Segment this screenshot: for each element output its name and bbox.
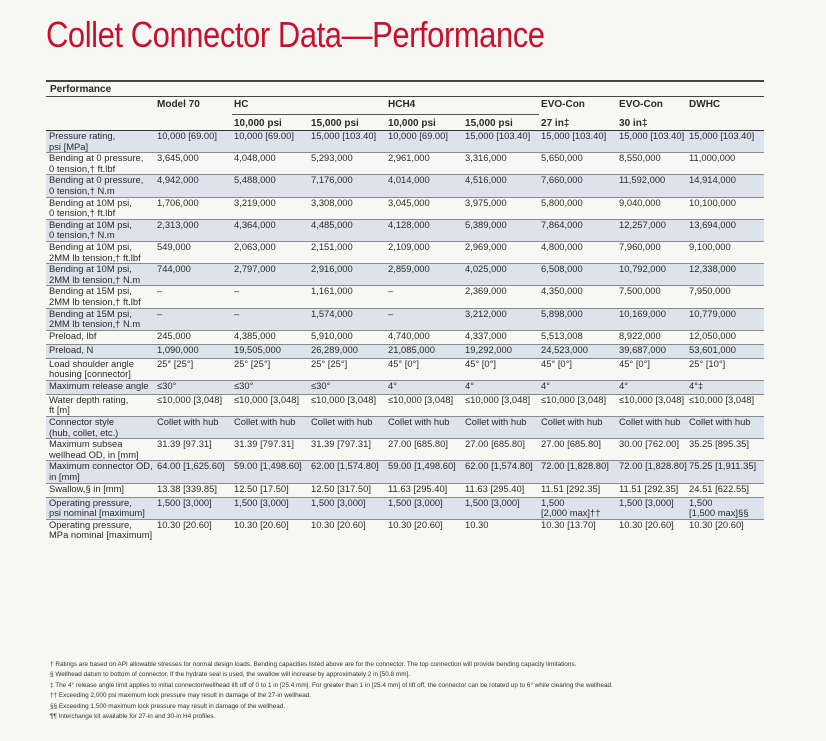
header-hch4-15k: 15,000 psi <box>463 115 539 131</box>
table-row <box>46 175 764 197</box>
table-cell: 31.39 [797.31] <box>309 439 386 461</box>
table-cell: 19,505,000 <box>232 344 309 358</box>
table-cell: 2,109,000 <box>386 241 463 263</box>
table-cell: 5,488,000 <box>232 175 309 197</box>
table-cell: 12,257,000 <box>617 219 687 241</box>
subheader-dwhc-blank <box>687 115 764 131</box>
header-dwhc: DWHC <box>689 99 721 110</box>
table-cell: 9,100,000 <box>687 241 764 263</box>
table-cell: 45° [0°] <box>617 358 687 380</box>
row-label: Bending at 0 pressure, 0 tension,† N.m <box>46 175 155 197</box>
table-cell: 7,176,000 <box>309 175 386 197</box>
table-cell: 59.00 [1,498.60] <box>232 461 309 483</box>
table-cell: 1,090,000 <box>155 344 232 358</box>
row-label: Bending at 15M psi, 2MM lb tension,† ft.lbf <box>46 286 155 308</box>
table-row <box>46 461 764 483</box>
table-cell: 15,000 [103.40] <box>539 131 617 153</box>
header-evo27-size: 27 in‡ <box>539 115 617 131</box>
table-cell: 3,975,000 <box>463 197 539 219</box>
table-cell: Collet with hub <box>309 417 386 439</box>
row-label: Bending at 10M psi, 2MM lb tension,† ft.lbf <box>46 241 155 263</box>
header-hch4: HCH4 <box>386 96 539 115</box>
table-cell: 3,212,000 <box>463 308 539 330</box>
row-label: Preload, N <box>46 344 155 358</box>
table-row <box>46 380 764 394</box>
table-cell: ≤10,000 [3,048] <box>309 394 386 416</box>
table-cell: 10.30 [20.60] <box>155 519 232 541</box>
table-cell: 45° [0°] <box>539 358 617 380</box>
table-cell: 1,500 [3,000] <box>386 497 463 519</box>
table-cell: 245,000 <box>155 330 232 344</box>
table-cell: 15,000 [103.40] <box>463 131 539 153</box>
performance-table <box>46 96 764 541</box>
table-cell: 2,916,000 <box>309 264 386 286</box>
table-cell: Collet with hub <box>155 417 232 439</box>
table-cell: 19,292,000 <box>463 344 539 358</box>
table-row <box>46 308 764 330</box>
table-cell: 4° <box>463 380 539 394</box>
table-row <box>46 197 764 219</box>
table-cell: 11.51 [292.35] <box>539 483 617 497</box>
table-cell: 1,500 [3,000] <box>155 497 232 519</box>
table-cell: 4,800,000 <box>539 241 617 263</box>
table-cell: 2,369,000 <box>463 286 539 308</box>
table-row <box>46 394 764 416</box>
table-cell: 1,500 [3,000] <box>463 497 539 519</box>
table-cell: Collet with hub <box>463 417 539 439</box>
table-cell: 24.51 [622.55] <box>687 483 764 497</box>
table-cell: 7,960,000 <box>617 241 687 263</box>
table-row <box>46 417 764 439</box>
row-label: Bending at 15M psi, 2MM lb tension,† N.m <box>46 308 155 330</box>
table-cell: ≤30° <box>232 380 309 394</box>
row-label: Bending at 10M psi, 0 tension,† N.m <box>46 219 155 241</box>
table-cell: 1,500 [1,500 max]§§ <box>687 497 764 519</box>
table-cell: 3,219,000 <box>232 197 309 219</box>
table-cell: 31.39 [97.31] <box>155 439 232 461</box>
header-evo30-name: EVO-Con <box>619 99 663 110</box>
table-row <box>46 358 764 380</box>
table-cell: 10,792,000 <box>617 264 687 286</box>
table-cell: 24,523,000 <box>539 344 617 358</box>
table-cell: – <box>386 286 463 308</box>
table-cell: 25° [25°] <box>232 358 309 380</box>
row-label: Swallow,§ in [mm] <box>46 483 155 497</box>
table-cell: 62.00 [1,574.80] <box>463 461 539 483</box>
table-cell: 5,898,000 <box>539 308 617 330</box>
table-row <box>46 483 764 497</box>
table-cell: 4,516,000 <box>463 175 539 197</box>
footnote: §§ Exceeding 1,500 maximum lock pressure may result in damage of the wellhead. <box>50 702 286 710</box>
table-cell: 6,508,000 <box>539 264 617 286</box>
table-cell: ≤10,000 [3,048] <box>155 394 232 416</box>
table-cell: 549,000 <box>155 241 232 263</box>
table-cell: 7,500,000 <box>617 286 687 308</box>
header-hc: HC <box>232 96 386 115</box>
table-cell: 4,014,000 <box>386 175 463 197</box>
header-hc-15k: 15,000 psi <box>309 115 386 131</box>
table-cell: 8,550,000 <box>617 153 687 175</box>
table-cell: 39,687,000 <box>617 344 687 358</box>
row-label: Maximum connector OD, in [mm] <box>46 461 155 483</box>
table-cell: 10.30 [13.70] <box>539 519 617 541</box>
table-cell: Collet with hub <box>386 417 463 439</box>
footnote: †† Exceeding 2,000 psi maximum lock pressure may result in damage of the 27-in wellhead. <box>50 692 312 700</box>
table-cell: Collet with hub <box>232 417 309 439</box>
header-evo30-size: 30 in‡ <box>617 115 687 131</box>
table-cell: 1,500 [3,000] <box>232 497 309 519</box>
table-cell: 1,161,000 <box>309 286 386 308</box>
table-cell: – <box>155 286 232 308</box>
table-cell: 4,364,000 <box>232 219 309 241</box>
row-label: Operating pressure, MPa nominal [maximum] <box>46 519 155 541</box>
table-cell: 5,910,000 <box>309 330 386 344</box>
table-cell: 27.00 [685.80] <box>463 439 539 461</box>
table-cell: 62.00 [1,574.80] <box>309 461 386 483</box>
table-cell: 5,650,000 <box>539 153 617 175</box>
table-cell: – <box>232 308 309 330</box>
header-blank <box>46 96 155 115</box>
table-cell: 7,950,000 <box>687 286 764 308</box>
table-row <box>46 497 764 519</box>
table-cell: – <box>155 308 232 330</box>
table-cell: 10.30 [20.60] <box>309 519 386 541</box>
table-cell: 45° [0°] <box>386 358 463 380</box>
table-cell: 4,740,000 <box>386 330 463 344</box>
table-cell: 2,961,000 <box>386 153 463 175</box>
table-cell: ≤10,000 [3,048] <box>539 394 617 416</box>
table-cell: – <box>232 286 309 308</box>
table-cell: 4° <box>617 380 687 394</box>
table-cell: 26,289,000 <box>309 344 386 358</box>
table-cell: 10,000 [69.00] <box>386 131 463 153</box>
table-cell: 8,922,000 <box>617 330 687 344</box>
table-cell: 4° <box>539 380 617 394</box>
row-label: Load shoulder angle housing [connector] <box>46 358 155 380</box>
table-cell: 11,592,000 <box>617 175 687 197</box>
table-cell: 10,100,000 <box>687 197 764 219</box>
table-cell: 4,385,000 <box>232 330 309 344</box>
table-cell: 53,601,000 <box>687 344 764 358</box>
table-cell: ≤10,000 [3,048] <box>617 394 687 416</box>
table-cell: Collet with hub <box>539 417 617 439</box>
table-cell: 4,350,000 <box>539 286 617 308</box>
table-cell: 12,338,000 <box>687 264 764 286</box>
header-hc-10k: 10,000 psi <box>232 115 309 131</box>
table-cell: 15,000 [103.40] <box>309 131 386 153</box>
table-cell: 2,797,000 <box>232 264 309 286</box>
footnote: † Ratings are based on API allowable stresses for normal design loads. Bending capacities listed above are for the connector. The top connection will provide bending capacity limitations. <box>50 661 577 668</box>
table-cell: 3,308,000 <box>309 197 386 219</box>
table-cell: 1,500 [3,000] <box>309 497 386 519</box>
table-cell: 744,000 <box>155 264 232 286</box>
table-cell: ≤10,000 [3,048] <box>463 394 539 416</box>
table-cell: 5,293,000 <box>309 153 386 175</box>
table-cell: 1,574,000 <box>309 308 386 330</box>
table-cell: 12.50 [317.50] <box>309 483 386 497</box>
table-cell: 72.00 [1,828.80] <box>617 461 687 483</box>
table-cell: 2,063,000 <box>232 241 309 263</box>
footnote: ¶¶ Interchange kit available for 27-in and 30-in H4 profiles. <box>50 713 216 721</box>
table-cell: 5,513,008 <box>539 330 617 344</box>
table-cell: 25° [10°] <box>687 358 764 380</box>
table-cell: 9,040,000 <box>617 197 687 219</box>
table-cell: 14,914,000 <box>687 175 764 197</box>
table-row <box>46 264 764 286</box>
row-label: Connector style (hub, collet, etc.) <box>46 417 155 439</box>
table-row <box>46 131 764 153</box>
table-row <box>46 219 764 241</box>
table-cell: 1,706,000 <box>155 197 232 219</box>
table-cell: ≤10,000 [3,048] <box>232 394 309 416</box>
table-cell: 7,660,000 <box>539 175 617 197</box>
table-cell: ≤10,000 [3,048] <box>386 394 463 416</box>
table-cell: 4,025,000 <box>463 264 539 286</box>
table-cell: 12.50 [17.50] <box>232 483 309 497</box>
table-cell: 4,942,000 <box>155 175 232 197</box>
table-cell: Collet with hub <box>617 417 687 439</box>
table-row <box>46 344 764 358</box>
table-cell: 4,048,000 <box>232 153 309 175</box>
table-cell: 7,864,000 <box>539 219 617 241</box>
table-cell: 4,485,000 <box>309 219 386 241</box>
table-cell: 3,316,000 <box>463 153 539 175</box>
table-cell: Collet with hub <box>687 417 764 439</box>
table-cell: 10.30 <box>463 519 539 541</box>
table-cell: ≤10,000 [3,048] <box>687 394 764 416</box>
table-cell: 11.63 [295.40] <box>386 483 463 497</box>
table-cell: ≤30° <box>309 380 386 394</box>
header-hch4-10k: 10,000 psi <box>386 115 463 131</box>
table-cell: 31.39 [797.31] <box>232 439 309 461</box>
table-cell: 13,694,000 <box>687 219 764 241</box>
table-cell: 10.30 [20.60] <box>617 519 687 541</box>
table-cell: 72.00 [1,828.80] <box>539 461 617 483</box>
table-body <box>46 131 764 542</box>
row-label: Bending at 10M psi, 0 tension,† ft.lbf <box>46 197 155 219</box>
table-cell: 5,800,000 <box>539 197 617 219</box>
table-cell: 3,045,000 <box>386 197 463 219</box>
row-label: Operating pressure, psi nominal [maximum] <box>46 497 155 519</box>
table-cell: 11,000,000 <box>687 153 764 175</box>
table-cell: 21,085,000 <box>386 344 463 358</box>
table-cell: 75.25 [1,911.35] <box>687 461 764 483</box>
table-row <box>46 286 764 308</box>
table-cell: – <box>386 308 463 330</box>
table-cell: 1,500 [3,000] <box>617 497 687 519</box>
table-cell: 15,000 [103.40] <box>687 131 764 153</box>
table-cell: 3,645,000 <box>155 153 232 175</box>
table-cell: 13.38 [339.85] <box>155 483 232 497</box>
table-cell: 27.00 [685.80] <box>539 439 617 461</box>
table-cell: 27.00 [685.80] <box>386 439 463 461</box>
table-row <box>46 241 764 263</box>
table-cell: 45° [0°] <box>463 358 539 380</box>
table-cell: 10,000 [69.00] <box>232 131 309 153</box>
table-row <box>46 439 764 461</box>
subheader-blank <box>46 115 155 131</box>
subheader-model70-blank <box>155 115 232 131</box>
table-row <box>46 153 764 175</box>
table-cell: 4°‡ <box>687 380 764 394</box>
table-cell: 2,151,000 <box>309 241 386 263</box>
header-evo27-name: EVO-Con <box>541 99 585 110</box>
table-cell: 35.25 [895.35] <box>687 439 764 461</box>
table-cell: 11.51 [292.35] <box>617 483 687 497</box>
row-label: Maximum release angle <box>46 380 155 394</box>
row-label: Pressure rating, psi [MPa] <box>46 131 155 153</box>
table-cell: 10.30 [20.60] <box>687 519 764 541</box>
table-cell: 25° [25°] <box>155 358 232 380</box>
row-label: Bending at 10M psi, 2MM lb tension,† N.m <box>46 264 155 286</box>
table-cell: 2,313,000 <box>155 219 232 241</box>
header-model70: Model 70 <box>157 99 200 110</box>
row-label: Maximum subsea wellhead OD, in [mm] <box>46 439 155 461</box>
table-cell: 10,169,000 <box>617 308 687 330</box>
table-cell: 30.00 [762.00] <box>617 439 687 461</box>
table-cell: 10.30 [20.60] <box>232 519 309 541</box>
table-cell: ≤30° <box>155 380 232 394</box>
table-cell: 2,969,000 <box>463 241 539 263</box>
table-cell: 11.63 [295.40] <box>463 483 539 497</box>
table-cell: 5,389,000 <box>463 219 539 241</box>
table-cell: 1,500 [2,000 max]†† <box>539 497 617 519</box>
table-cell: 15,000 [103.40] <box>617 131 687 153</box>
table-cell: 4,337,000 <box>463 330 539 344</box>
row-label: Water depth rating, ft [m] <box>46 394 155 416</box>
table-cell: 4° <box>386 380 463 394</box>
page-title: Collet Connector Data—Performance <box>46 14 545 55</box>
table-cell: 12,050,000 <box>687 330 764 344</box>
table-cell: 4,128,000 <box>386 219 463 241</box>
table-cell: 10,779,000 <box>687 308 764 330</box>
footnote: § Wellhead datum to bottom of connector. If the hydrate seal is used, the swallow will increase by approximately 2 in [50.8 mm]. <box>50 671 411 679</box>
table-cell: 59.00 [1,498.60] <box>386 461 463 483</box>
row-label: Bending at 0 pressure, 0 tension,† ft.lbf <box>46 153 155 175</box>
table-cell: 2,859,000 <box>386 264 463 286</box>
table-row <box>46 330 764 344</box>
footnote: ‡ The 4° release angle limit applies to initial connector/wellhead lift off of 0 to 1 in [25.4 mm]. For greater than 1 in [25.4 mm] of lift off, the connector can be rotated up to 6° while clearing the wellhead. <box>50 681 613 689</box>
table-cell: 64.00 [1,625.60] <box>155 461 232 483</box>
footnotes <box>50 660 770 722</box>
table-row <box>46 519 764 541</box>
row-label: Preload, lbf <box>46 330 155 344</box>
section-heading: Performance <box>46 80 764 97</box>
table-cell: 10,000 [69.00] <box>155 131 232 153</box>
table-cell: 10.30 [20.60] <box>386 519 463 541</box>
table-cell: 25° [25°] <box>309 358 386 380</box>
